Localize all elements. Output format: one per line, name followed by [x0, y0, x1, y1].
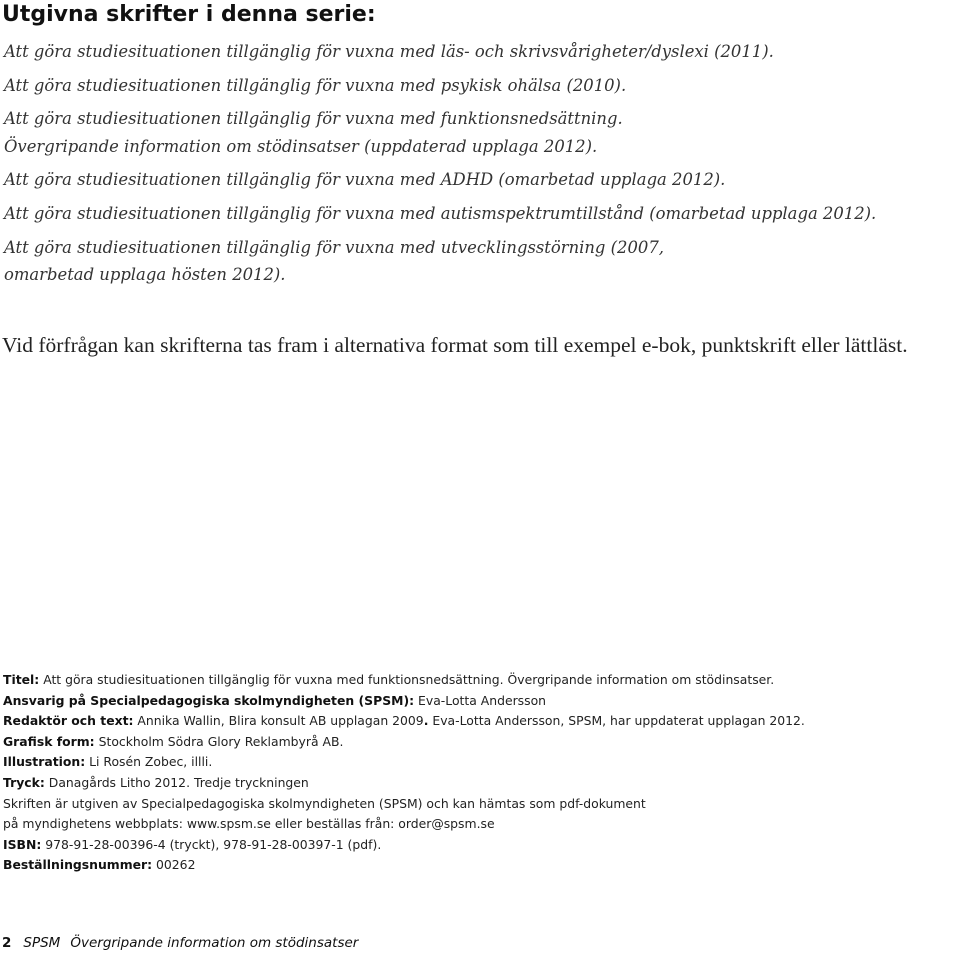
publication-line: omarbetad upplaga hösten 2012). [4, 265, 286, 285]
publication-line: Att göra studiesituationen tillgänglig för vuxna med psykisk ohälsa (2010). [4, 75, 627, 95]
publication-item [4, 234, 954, 289]
publication-line: Att göra studiesituationen tillgänglig för vuxna med ADHD (omarbetad upplaga 2012). [4, 170, 726, 190]
isbn-label: ISBN: [3, 836, 42, 852]
publication-line: Att göra studiesituationen tillgänglig för vuxna med utvecklingsstörning (2007, [4, 237, 664, 257]
publication-item [4, 200, 954, 228]
responsible-value: Eva-Lotta Andersson [418, 692, 547, 708]
design-value: Stockholm Södra Glory Reklambyrå AB. [98, 733, 344, 749]
editor-separator: . [423, 713, 429, 729]
order-number-label: Beställningsnummer: [3, 857, 153, 873]
publication-item [4, 72, 954, 100]
colophon-editor-row [3, 711, 953, 732]
print-label: Tryck: [3, 774, 45, 790]
isbn-value: 978-91-28-00396-4 (tryckt), 978-91-28-00397-1 (pdf). [45, 836, 382, 852]
publication-line: Att göra studiesituationen tillgänglig för vuxna med funktionsnedsättning. [4, 109, 623, 129]
colophon-print-row [3, 773, 953, 794]
alternative-format-note: Vid förfrågan kan skrifterna tas fram i alternativa format som till exempel e-bok, punktskrift eller lättläst. [2, 333, 908, 357]
colophon-order-row [3, 855, 953, 876]
illustration-value: Li Rosén Zobec, illli. [89, 754, 213, 770]
design-label: Grafisk form: [3, 733, 95, 749]
colophon-title-row [3, 670, 953, 691]
colophon [3, 670, 953, 876]
publication-line: Att göra studiesituationen tillgänglig för vuxna med läs- och skrivsvårigheter/dyslexi (2011). [4, 42, 774, 61]
colophon-isbn-row [3, 835, 953, 856]
editor-label: Redaktör och text: [3, 713, 134, 729]
publication-list [4, 38, 954, 295]
footer-document-title: Övergripande information om stödinsatser [70, 935, 359, 951]
colophon-design-row [3, 732, 953, 753]
responsible-label: Ansvarig på Specialpedagogiska skolmyndigheten (SPSM): [3, 692, 415, 708]
footer-organization: SPSM [23, 935, 61, 951]
publication-item [4, 105, 954, 160]
order-number-value: 00262 [156, 857, 196, 873]
publisher-line: på myndighetens webbplats: www.spsm.se eller beställas från: order@spsm.se [3, 816, 495, 832]
publication-item [4, 38, 954, 66]
editor-value: Annika Wallin, Blira konsult AB upplagan 2009 [137, 713, 424, 729]
title-label: Titel: [3, 672, 40, 687]
title-value: Att göra studiesituationen tillgänglig för vuxna med funktionsnedsättning. Övergripande information om stödinsatser. [43, 672, 775, 687]
editor-update-value: Eva-Lotta Andersson, SPSM, har uppdaterat upplagan 2012. [432, 713, 805, 729]
print-value: Danagårds Litho 2012. Tredje tryckningen [48, 774, 309, 790]
publication-line: Övergripande information om stödinsatser (uppdaterad upplaga 2012). [4, 136, 598, 156]
publication-item [4, 166, 954, 194]
page-heading: Utgivna skrifter i denna serie: [2, 2, 376, 27]
page-footer [2, 933, 358, 953]
illustration-label: Illustration: [3, 754, 86, 770]
publisher-line: Skriften är utgiven av Specialpedagogiska skolmyndigheten (SPSM) och kan hämtas som pdf-dokument [3, 795, 646, 811]
page-number: 2 [2, 935, 12, 951]
publication-line: Att göra studiesituationen tillgänglig för vuxna med autismspektrumtillstånd (omarbetad upplaga 2012). [4, 203, 877, 223]
colophon-illustration-row [3, 752, 953, 773]
colophon-responsible-row [3, 691, 953, 712]
